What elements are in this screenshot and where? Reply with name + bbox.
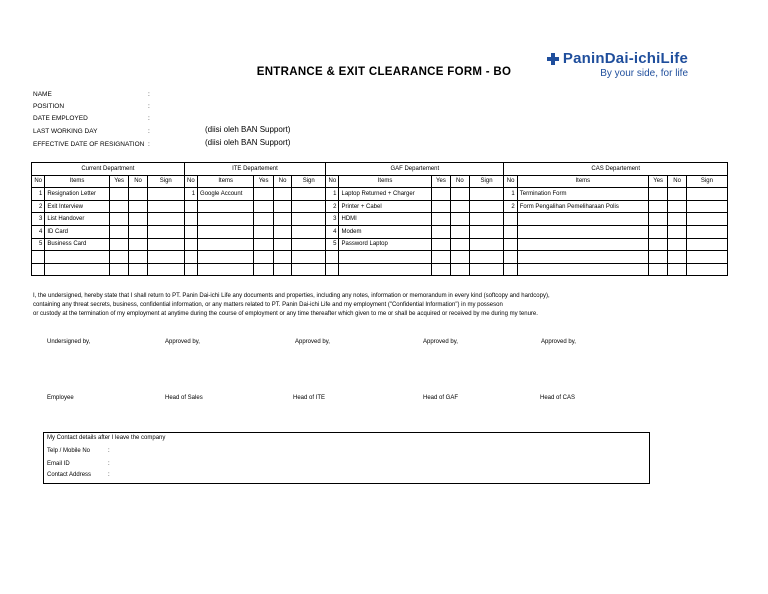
statement-line: or custody at the termination of my employment at anytime during the course of employment or any time thereafter which given to me or shall be acquired or received by me during my tenure.	[33, 311, 538, 317]
yes-cell[interactable]	[109, 251, 128, 264]
no-cell[interactable]	[273, 213, 291, 226]
department-name: GAF Departement	[326, 163, 504, 176]
field-position-colon: :	[148, 103, 150, 110]
no-cell[interactable]	[451, 225, 469, 238]
no-cell[interactable]	[451, 200, 469, 213]
sign-cell[interactable]	[292, 200, 326, 213]
yes-cell[interactable]	[431, 188, 450, 201]
field-last-working-day-label: LAST WORKING DAY	[33, 128, 98, 135]
department-header-row	[32, 163, 728, 176]
yes-cell[interactable]	[254, 263, 273, 276]
sign-cell[interactable]	[686, 188, 727, 201]
yes-cell[interactable]	[254, 225, 273, 238]
yes-cell[interactable]	[254, 188, 273, 201]
column-header: No	[504, 175, 517, 188]
no-cell[interactable]	[273, 238, 291, 251]
item-name-cell: Form Pengalihan Pemeliharaan Polis	[517, 200, 648, 213]
item-number-cell: 4	[32, 225, 45, 238]
brand-mark-icon	[547, 53, 559, 65]
field-date-employed-colon: :	[148, 115, 150, 122]
item-number-cell: 3	[32, 213, 45, 226]
no-cell[interactable]	[668, 263, 686, 276]
department-name: CAS Departement	[504, 163, 728, 176]
sign-cell[interactable]	[469, 263, 504, 276]
contact-email-colon: :	[108, 461, 110, 467]
sign-cell[interactable]	[292, 225, 326, 238]
column-header: No	[326, 175, 339, 188]
contact-email-label: Email ID	[47, 461, 70, 467]
sign-cell[interactable]	[469, 213, 504, 226]
yes-cell[interactable]	[648, 251, 667, 264]
table-row	[32, 213, 728, 226]
no-cell[interactable]	[273, 188, 291, 201]
brand-logo	[547, 50, 688, 79]
column-header: Items	[45, 175, 110, 188]
yes-cell[interactable]	[109, 213, 128, 226]
sign-cell[interactable]	[469, 200, 504, 213]
item-name-cell: Google Account	[198, 188, 254, 201]
no-cell[interactable]	[129, 188, 147, 201]
item-number-cell: 5	[32, 238, 45, 251]
no-cell[interactable]	[451, 213, 469, 226]
item-number-cell	[184, 263, 197, 276]
sign-cell[interactable]	[686, 263, 727, 276]
no-cell[interactable]	[129, 200, 147, 213]
column-header: Yes	[254, 175, 273, 188]
item-number-cell: 4	[326, 225, 339, 238]
sign-cell[interactable]	[469, 251, 504, 264]
yes-cell[interactable]	[648, 225, 667, 238]
column-header: Sign	[469, 175, 504, 188]
item-name-cell	[198, 200, 254, 213]
sign-cell[interactable]	[147, 213, 184, 226]
no-cell[interactable]	[273, 263, 291, 276]
no-cell[interactable]	[129, 213, 147, 226]
field-resignation-date-colon: :	[148, 141, 150, 148]
sign-cell[interactable]	[292, 238, 326, 251]
column-header: No	[32, 175, 45, 188]
column-header: Yes	[431, 175, 450, 188]
field-last-working-day-colon: :	[148, 128, 150, 135]
item-name-cell: Password Laptop	[339, 238, 431, 251]
no-cell[interactable]	[668, 188, 686, 201]
yes-cell[interactable]	[254, 200, 273, 213]
sign-cell[interactable]	[686, 238, 727, 251]
sign-cell[interactable]	[147, 263, 184, 276]
item-number-cell	[326, 263, 339, 276]
field-resignation-date-note: (diisi oleh BAN Support)	[205, 138, 291, 147]
signature-caption: Approved by,	[165, 339, 200, 345]
column-header: Items	[517, 175, 648, 188]
sign-cell[interactable]	[147, 188, 184, 201]
item-name-cell: Exit Interview	[45, 200, 110, 213]
item-number-cell	[504, 263, 517, 276]
contact-address-label: Contact Address	[47, 472, 92, 478]
sign-cell[interactable]	[292, 213, 326, 226]
no-cell[interactable]	[668, 238, 686, 251]
column-header: No	[451, 175, 469, 188]
clearance-table	[31, 162, 728, 276]
yes-cell[interactable]	[648, 263, 667, 276]
no-cell[interactable]	[451, 263, 469, 276]
item-number-cell	[32, 263, 45, 276]
field-last-working-day-note: (diisi oleh BAN Support)	[205, 125, 291, 134]
item-name-cell	[198, 238, 254, 251]
item-number-cell	[184, 213, 197, 226]
item-number-cell: 1	[184, 188, 197, 201]
no-cell[interactable]	[273, 225, 291, 238]
field-date-employed-label: DATE EMPLOYED	[33, 115, 88, 122]
item-name-cell	[339, 263, 431, 276]
item-number-cell	[326, 251, 339, 264]
item-name-cell: Printer + Cabel	[339, 200, 431, 213]
yes-cell[interactable]	[109, 200, 128, 213]
contact-phone-colon: :	[108, 448, 110, 454]
sign-cell[interactable]	[686, 213, 727, 226]
signature-caption: Approved by,	[423, 339, 458, 345]
item-number-cell: 2	[504, 200, 517, 213]
sign-cell[interactable]	[147, 225, 184, 238]
statement-line: containing any threat secrets, business, confidential information, or any matters related to PT. Panin Dai-ichi Life and my employment ("Confidential Information") in my posseson	[33, 302, 503, 308]
yes-cell[interactable]	[648, 200, 667, 213]
item-number-cell	[504, 213, 517, 226]
yes-cell[interactable]	[109, 238, 128, 251]
item-number-cell	[184, 225, 197, 238]
item-name-cell	[517, 213, 648, 226]
yes-cell[interactable]	[109, 225, 128, 238]
item-name-cell: HDMI	[339, 213, 431, 226]
column-header-row	[32, 175, 728, 188]
item-name-cell	[198, 251, 254, 264]
item-name-cell: Resignation Letter	[45, 188, 110, 201]
item-number-cell	[504, 251, 517, 264]
no-cell[interactable]	[129, 225, 147, 238]
item-number-cell	[32, 251, 45, 264]
table-row	[32, 238, 728, 251]
sign-cell[interactable]	[686, 225, 727, 238]
sign-cell[interactable]	[147, 251, 184, 264]
table-row	[32, 225, 728, 238]
sign-cell[interactable]	[686, 251, 727, 264]
sign-cell[interactable]	[469, 188, 504, 201]
column-header: No	[668, 175, 686, 188]
field-resignation-date-label: EFFECTIVE DATE OF RESIGNATION	[33, 141, 145, 148]
item-number-cell	[184, 200, 197, 213]
item-number-cell: 1	[32, 188, 45, 201]
item-name-cell	[198, 263, 254, 276]
item-number-cell: 1	[326, 188, 339, 201]
yes-cell[interactable]	[109, 188, 128, 201]
column-header: Sign	[292, 175, 326, 188]
item-number-cell: 2	[326, 200, 339, 213]
column-header: Sign	[147, 175, 184, 188]
item-number-cell	[504, 238, 517, 251]
item-name-cell	[517, 251, 648, 264]
item-name-cell	[517, 225, 648, 238]
item-name-cell: ID Card	[45, 225, 110, 238]
item-number-cell	[184, 251, 197, 264]
yes-cell[interactable]	[648, 213, 667, 226]
item-name-cell	[45, 263, 110, 276]
signature-role: Head of CAS	[540, 395, 576, 401]
yes-cell[interactable]	[648, 188, 667, 201]
contact-phone-label: Telp / Mobile No	[47, 448, 91, 454]
form-title: ENTRANCE & EXIT CLEARANCE FORM - BO	[256, 66, 512, 78]
sign-cell[interactable]	[686, 200, 727, 213]
sign-cell[interactable]	[147, 200, 184, 213]
yes-cell[interactable]	[431, 213, 450, 226]
signature-caption: Undersigned by,	[47, 339, 91, 345]
contact-address-colon: :	[108, 472, 110, 478]
column-header: No	[273, 175, 291, 188]
statement-line: I, the undersigned, hereby state that I shall return to PT. Panin Dai-ichi Life any documents and properties, including any notes, information or memorandum in every kind (softcopy and hardcopy),	[33, 293, 550, 299]
field-name-colon: :	[148, 91, 150, 98]
brand-name: PaninDai-ichiLife	[562, 50, 688, 67]
field-name-label: NAME	[33, 91, 52, 98]
sign-cell[interactable]	[292, 188, 326, 201]
item-number-cell	[504, 225, 517, 238]
no-cell[interactable]	[668, 200, 686, 213]
sign-cell[interactable]	[147, 238, 184, 251]
no-cell[interactable]	[451, 238, 469, 251]
no-cell[interactable]	[129, 251, 147, 264]
item-name-cell: Modem	[339, 225, 431, 238]
sign-cell[interactable]	[292, 263, 326, 276]
no-cell[interactable]	[273, 251, 291, 264]
no-cell[interactable]	[129, 263, 147, 276]
column-header: Items	[198, 175, 254, 188]
column-header: Sign	[686, 175, 727, 188]
contact-details-box	[43, 432, 650, 484]
column-header: No	[129, 175, 147, 188]
item-name-cell: List Handover	[45, 213, 110, 226]
item-name-cell: Laptop Returned + Charger	[339, 188, 431, 201]
yes-cell[interactable]	[431, 251, 450, 264]
item-name-cell	[198, 225, 254, 238]
department-name: Current Department	[32, 163, 185, 176]
yes-cell[interactable]	[431, 238, 450, 251]
signature-caption: Approved by,	[541, 339, 576, 345]
signature-role: Head of GAF	[423, 395, 459, 401]
sign-cell[interactable]	[469, 238, 504, 251]
item-number-cell: 2	[32, 200, 45, 213]
item-number-cell: 3	[326, 213, 339, 226]
signature-role: Head of Sales	[165, 395, 203, 401]
item-number-cell: 5	[326, 238, 339, 251]
table-row	[32, 188, 728, 201]
department-name: ITE Departement	[184, 163, 325, 176]
yes-cell[interactable]	[431, 263, 450, 276]
item-name-cell	[339, 251, 431, 264]
table-row	[32, 251, 728, 264]
contact-heading: My Contact details after I leave the company	[47, 435, 166, 441]
table-row	[32, 200, 728, 213]
table-row	[32, 263, 728, 276]
yes-cell[interactable]	[254, 213, 273, 226]
no-cell[interactable]	[451, 251, 469, 264]
item-name-cell	[517, 263, 648, 276]
yes-cell[interactable]	[254, 251, 273, 264]
no-cell[interactable]	[273, 200, 291, 213]
column-header: No	[184, 175, 197, 188]
column-header: Yes	[648, 175, 667, 188]
item-name-cell	[198, 213, 254, 226]
yes-cell[interactable]	[254, 238, 273, 251]
brand-tagline: By your side, for life	[600, 68, 688, 79]
no-cell[interactable]	[129, 238, 147, 251]
item-number-cell	[184, 238, 197, 251]
yes-cell[interactable]	[431, 200, 450, 213]
signature-role: Employee	[47, 395, 74, 401]
item-number-cell: 1	[504, 188, 517, 201]
column-header: Yes	[109, 175, 128, 188]
item-name-cell: Termination Form	[517, 188, 648, 201]
item-name-cell	[45, 251, 110, 264]
sign-cell[interactable]	[292, 251, 326, 264]
signature-role: Head of ITE	[293, 395, 326, 401]
no-cell[interactable]	[668, 225, 686, 238]
signature-caption: Approved by,	[295, 339, 330, 345]
yes-cell[interactable]	[109, 263, 128, 276]
no-cell[interactable]	[668, 251, 686, 264]
no-cell[interactable]	[451, 188, 469, 201]
item-name-cell	[517, 238, 648, 251]
yes-cell[interactable]	[431, 225, 450, 238]
no-cell[interactable]	[668, 213, 686, 226]
column-header: Items	[339, 175, 431, 188]
yes-cell[interactable]	[648, 238, 667, 251]
item-name-cell: Business Card	[45, 238, 110, 251]
field-position-label: POSITION	[33, 103, 65, 110]
sign-cell[interactable]	[469, 225, 504, 238]
